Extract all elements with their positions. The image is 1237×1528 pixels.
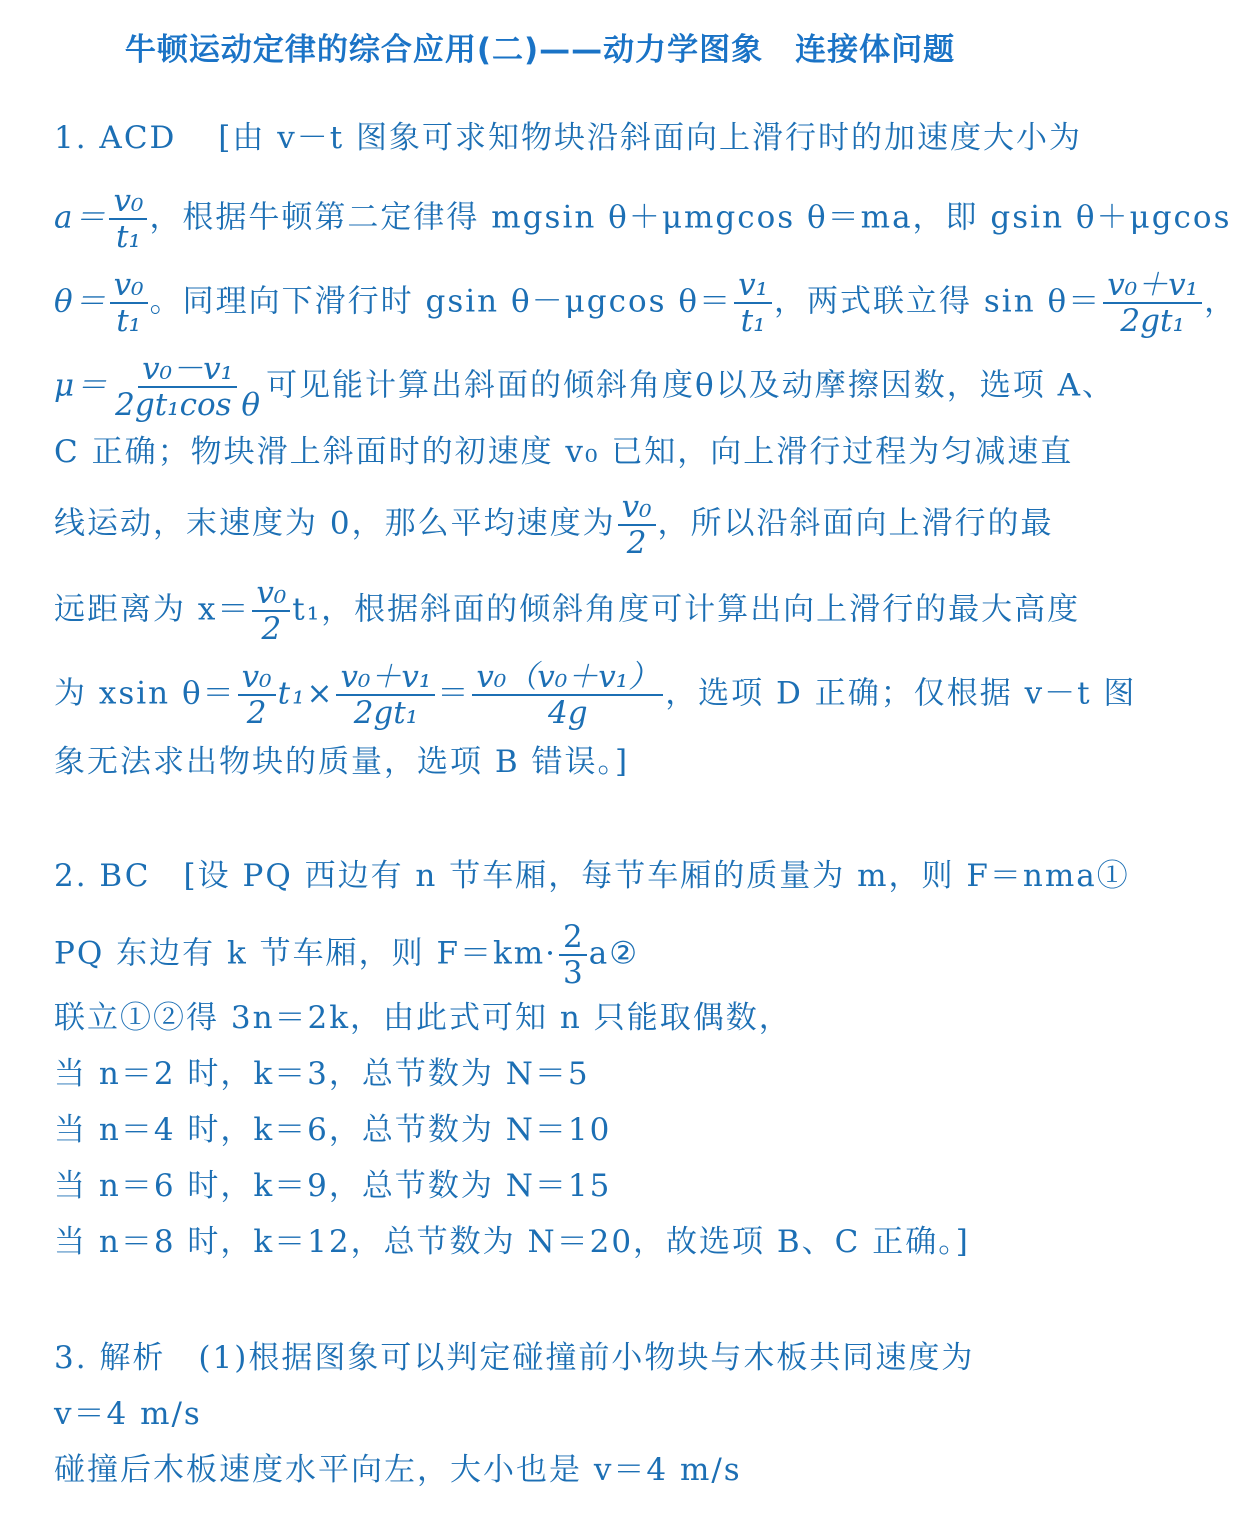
- fraction: [110, 268, 148, 338]
- q2-line-2: [54, 920, 1044, 990]
- q1-text: 远距离为 x＝: [54, 591, 251, 628]
- fraction-numerator: v₀: [110, 268, 148, 304]
- q2-line-5: 当 n＝4 时，k＝6，总节数为 N＝10: [54, 1112, 612, 1148]
- q1-text: t₁，根据斜面的倾斜角度可计算出向上滑行的最大高度: [292, 591, 1081, 628]
- q1-line-3: [54, 267, 1237, 340]
- fraction-denominator: t₁: [740, 303, 766, 340]
- fraction: [559, 920, 587, 990]
- q1-line-9: 象无法求出物块的质量，选项 B 错误。]: [54, 744, 630, 780]
- page-title: 牛顿运动定律的综合应用(二)——动力学图象 连接体问题: [124, 32, 956, 68]
- fraction-denominator: t₁: [116, 303, 142, 340]
- q1-text: ，: [1204, 283, 1237, 320]
- fraction: [1103, 268, 1202, 338]
- q2-line-6: 当 n＝6 时，k＝9，总节数为 N＝15: [54, 1168, 612, 1204]
- formula-text: a＝: [54, 199, 108, 236]
- fraction: [109, 184, 147, 254]
- fraction-denominator: t₁: [116, 219, 141, 256]
- fraction: [238, 660, 276, 730]
- fraction-denominator: 2: [261, 611, 282, 648]
- q2-line-3: 联立①②得 3n＝2k，由此式可知 n 只能取偶数，: [54, 1000, 792, 1036]
- q3-line-2: v＝4 m/s: [54, 1396, 202, 1432]
- fraction: [618, 490, 656, 560]
- fraction-denominator: 2gt₁cos θ: [115, 387, 261, 424]
- fraction-numerator: v₀－v₁: [138, 352, 237, 388]
- fraction-numerator: v₀: [618, 490, 656, 526]
- fraction: [472, 660, 663, 730]
- q1-text: 线运动，末速度为 0，那么平均速度为: [54, 505, 616, 542]
- fraction-numerator: v₀＋v₁: [336, 660, 435, 696]
- q2-line-4: 当 n＝2 时，k＝3，总节数为 N＝5: [54, 1056, 590, 1092]
- q1-text: 可见能计算出斜面的倾斜角度θ以及动摩擦因数，选项 A、: [266, 367, 1115, 404]
- formula-text: t₁×: [277, 675, 335, 712]
- q1-line-6: [54, 489, 1054, 562]
- fraction-denominator: 2gt₁: [1120, 303, 1185, 340]
- fraction: [111, 352, 264, 422]
- q2-text: a②: [588, 935, 640, 972]
- q1-line-8: [54, 659, 1137, 732]
- q3-line-3: 碰撞后木板速度水平向左，大小也是 v＝4 m/s: [54, 1452, 742, 1488]
- q2-line-1: 2. BC [设 PQ 西边有 n 节车厢，每节车厢的质量为 m，则 F＝nma①: [54, 858, 1130, 894]
- formula-text: θ＝: [54, 283, 108, 320]
- q1-line-5: C 正确；物块滑上斜面时的初速度 v₀ 已知，向上滑行过程为匀减速直: [54, 434, 1074, 470]
- q1-line-4: [54, 351, 1115, 424]
- fraction-numerator: v₀: [252, 576, 290, 612]
- q1-text: ，两式联立得 sin θ＝: [774, 283, 1102, 320]
- q1-text: ，所以沿斜面向上滑行的最: [657, 505, 1054, 542]
- q1-text: ，选项 D 正确；仅根据 v－t 图: [665, 675, 1137, 712]
- fraction-numerator: v₁: [734, 268, 772, 304]
- fraction-numerator: v₀: [109, 184, 147, 220]
- q1-text: 。同理向下滑行时 gsin θ－μgcos θ＝: [149, 283, 733, 320]
- q1-line-2: [54, 183, 1232, 256]
- fraction-numerator: 2: [559, 920, 587, 956]
- formula-text: μ＝: [54, 367, 110, 404]
- fraction-denominator: 2: [246, 695, 267, 732]
- q1-answer: 1. ACD: [54, 120, 177, 156]
- fraction-denominator: 4g: [547, 695, 588, 732]
- fraction-denominator: 3: [563, 955, 583, 992]
- fraction: [252, 576, 290, 646]
- q1-line-1: [54, 118, 1083, 158]
- fraction-denominator: 2: [626, 525, 647, 562]
- formula-text: ＝: [437, 675, 471, 712]
- fraction-numerator: v₀: [238, 660, 276, 696]
- q3-line-1: 3. 解析 (1)根据图象可以判定碰撞前小物块与木板共同速度为: [54, 1340, 975, 1376]
- q2-line-7: 当 n＝8 时，k＝12，总节数为 N＝20，故选项 B、C 正确。]: [54, 1224, 970, 1260]
- fraction-numerator: v₀（v₀＋v₁）: [472, 660, 663, 696]
- fraction-denominator: 2gt₁: [353, 695, 419, 732]
- q1-text: 为 xsin θ＝: [54, 675, 236, 712]
- fraction-numerator: v₀＋v₁: [1103, 268, 1202, 304]
- q1-line-7: [54, 575, 1081, 648]
- q1-text: [由 v－t 图象可求知物块沿斜面向上滑行时的加速度大小为: [218, 120, 1083, 156]
- fraction: [336, 660, 435, 730]
- q2-text: PQ 东边有 k 节车厢，则 F＝km·: [54, 935, 558, 972]
- fraction: [734, 268, 772, 338]
- q1-text: ，根据牛顿第二定律得 mgsin θ＋μmgcos θ＝ma，即 gsin θ＋μgcos: [149, 199, 1232, 236]
